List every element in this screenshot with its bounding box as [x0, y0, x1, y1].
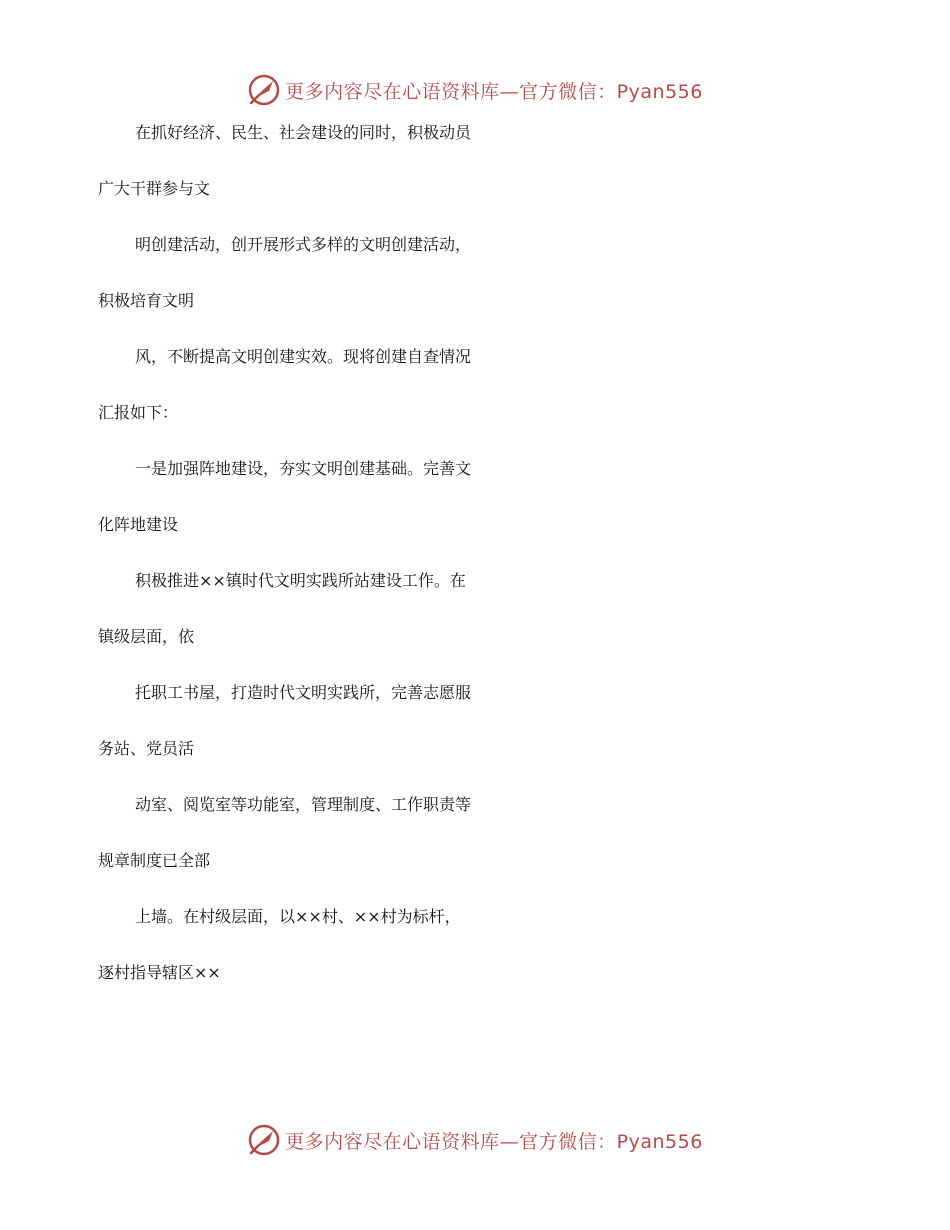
body-line: 规章制度已全部 [98, 851, 211, 870]
body-line: 汇报如下： [98, 403, 179, 422]
body-line: 动室、阅览室等功能室，管理制度、工作职责等 [135, 795, 472, 814]
banner-label: 更多内容尽在心语资料库—官方微信： [285, 80, 617, 103]
body-line: 明创建活动，创开展形式多样的文明创建活动， [135, 235, 472, 254]
body-line: 风，不断提高文明创建实效。现将创建自查情况 [135, 347, 472, 366]
quill-seal-icon [247, 73, 281, 107]
body-line: 积极推进××镇时代文明实践所站建设工作。在 [135, 571, 466, 590]
body-line: 托职工书屋，打造时代文明实践所，完善志愿服 [135, 683, 472, 702]
banner-text [285, 1127, 703, 1154]
header-banner [0, 70, 950, 110]
wechat-id: Pyan556 [616, 80, 703, 103]
body-line: 务站、党员活 [98, 739, 195, 758]
body-line: 在抓好经济、民生、社会建设的同时，积极动员 [135, 123, 472, 142]
banner-text [285, 77, 703, 104]
banner-label: 更多内容尽在心语资料库—官方微信： [285, 1130, 617, 1153]
wechat-id: Pyan556 [616, 1130, 703, 1153]
body-line: 逐村指导辖区×× [98, 963, 221, 982]
body-line: 上墙。在村级层面，以××村、××村为标杆， [135, 907, 461, 926]
footer-banner [0, 1120, 950, 1160]
quill-seal-icon [247, 1123, 281, 1157]
document-body [98, 120, 858, 1016]
body-line: 积极培育文明 [98, 291, 195, 310]
body-line: 广大干群参与文 [98, 179, 211, 198]
body-line: 一是加强阵地建设，夯实文明创建基础。完善文 [135, 459, 472, 478]
body-line: 化阵地建设 [98, 515, 179, 534]
body-line: 镇级层面，依 [98, 627, 195, 646]
